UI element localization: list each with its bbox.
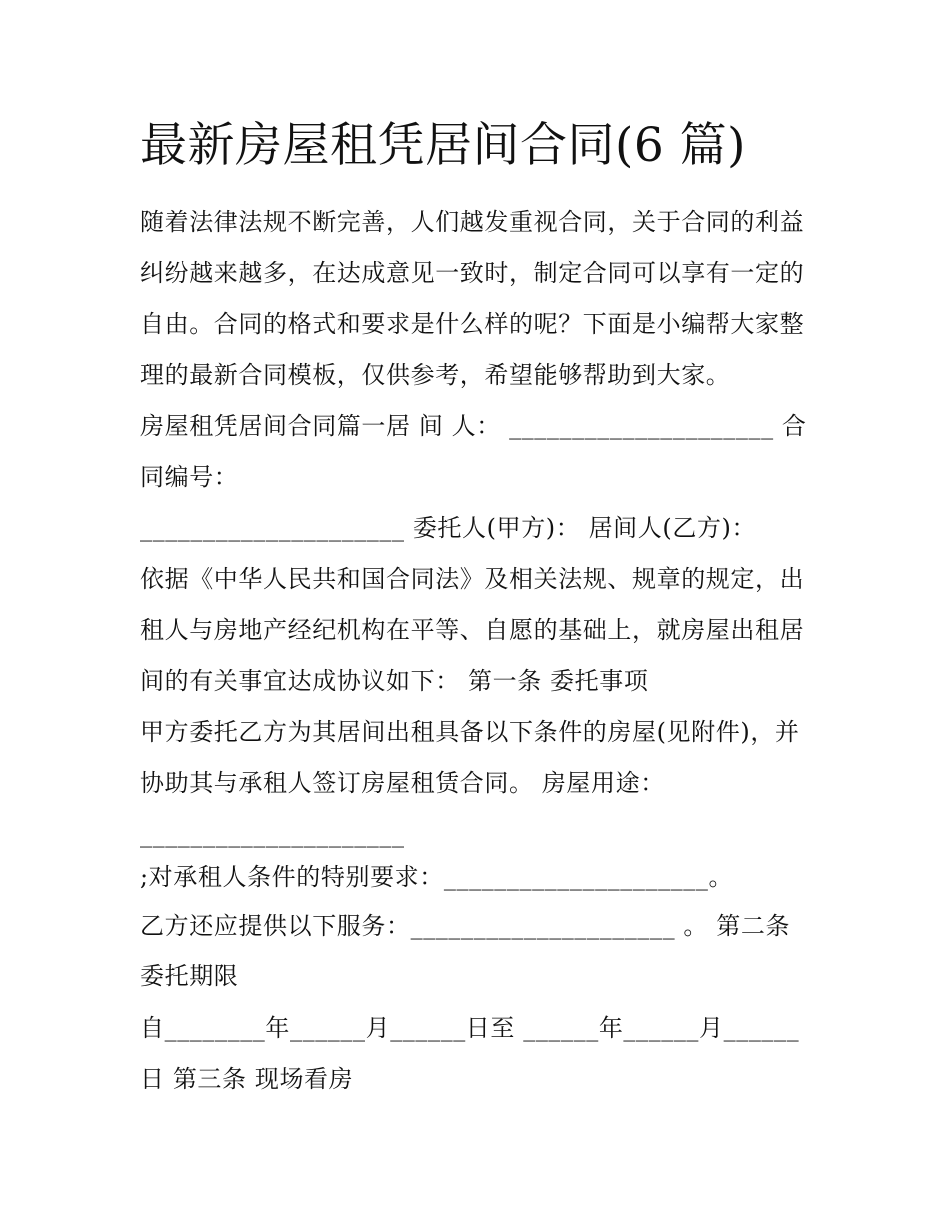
- paragraph-line: 乙方还应提供以下服务：_____________________ 。 第二条: [140, 912, 791, 940]
- paragraph-line: 委托期限: [140, 962, 239, 990]
- paragraph-line: 随着法律法规不断完善，人们越发重视合同，关于合同的利益: [140, 208, 805, 236]
- paragraph-line: 房屋租凭居间合同篇一居 间 人： _____________________ 合: [140, 412, 807, 440]
- document-title: 最新房屋租凭居间合同(6 篇): [140, 118, 747, 173]
- paragraph-line: 依据《中华人民共和国合同法》及相关法规、规章的规定，出: [140, 565, 805, 593]
- paragraph-line: _____________________ 委托人(甲方)： 居间人(乙方)：: [140, 514, 757, 542]
- paragraph-line: 同编号：: [140, 463, 239, 491]
- paragraph-line: _____________________: [140, 820, 405, 848]
- paragraph-line: 甲方委托乙方为其居间出租具备以下条件的房屋(见附件)，并: [140, 718, 800, 746]
- paragraph-line: 自由。合同的格式和要求是什么样的呢？下面是小编帮大家整: [140, 310, 805, 338]
- paragraph-line: 间的有关事宜达成协议如下： 第一条 委托事项: [140, 667, 649, 695]
- paragraph-line: ;对承租人条件的特别要求：_____________________。: [140, 863, 734, 891]
- paragraph-line: 日 第三条 现场看房: [140, 1065, 354, 1093]
- paragraph-line: 租人与房地产经纪机构在平等、自愿的基础上，就房屋出租居: [140, 616, 805, 644]
- paragraph-line: 协助其与承租人签订房屋租赁合同。 房屋用途：: [140, 769, 665, 797]
- paragraph-line: 理的最新合同模板，仅供参考，希望能够帮助到大家。: [140, 361, 731, 389]
- paragraph-line: 纠纷越来越多，在达成意见一致时，制定合同可以享有一定的: [140, 259, 805, 287]
- paragraph-line: 自________年______月______日至 ______年______月______: [140, 1014, 800, 1042]
